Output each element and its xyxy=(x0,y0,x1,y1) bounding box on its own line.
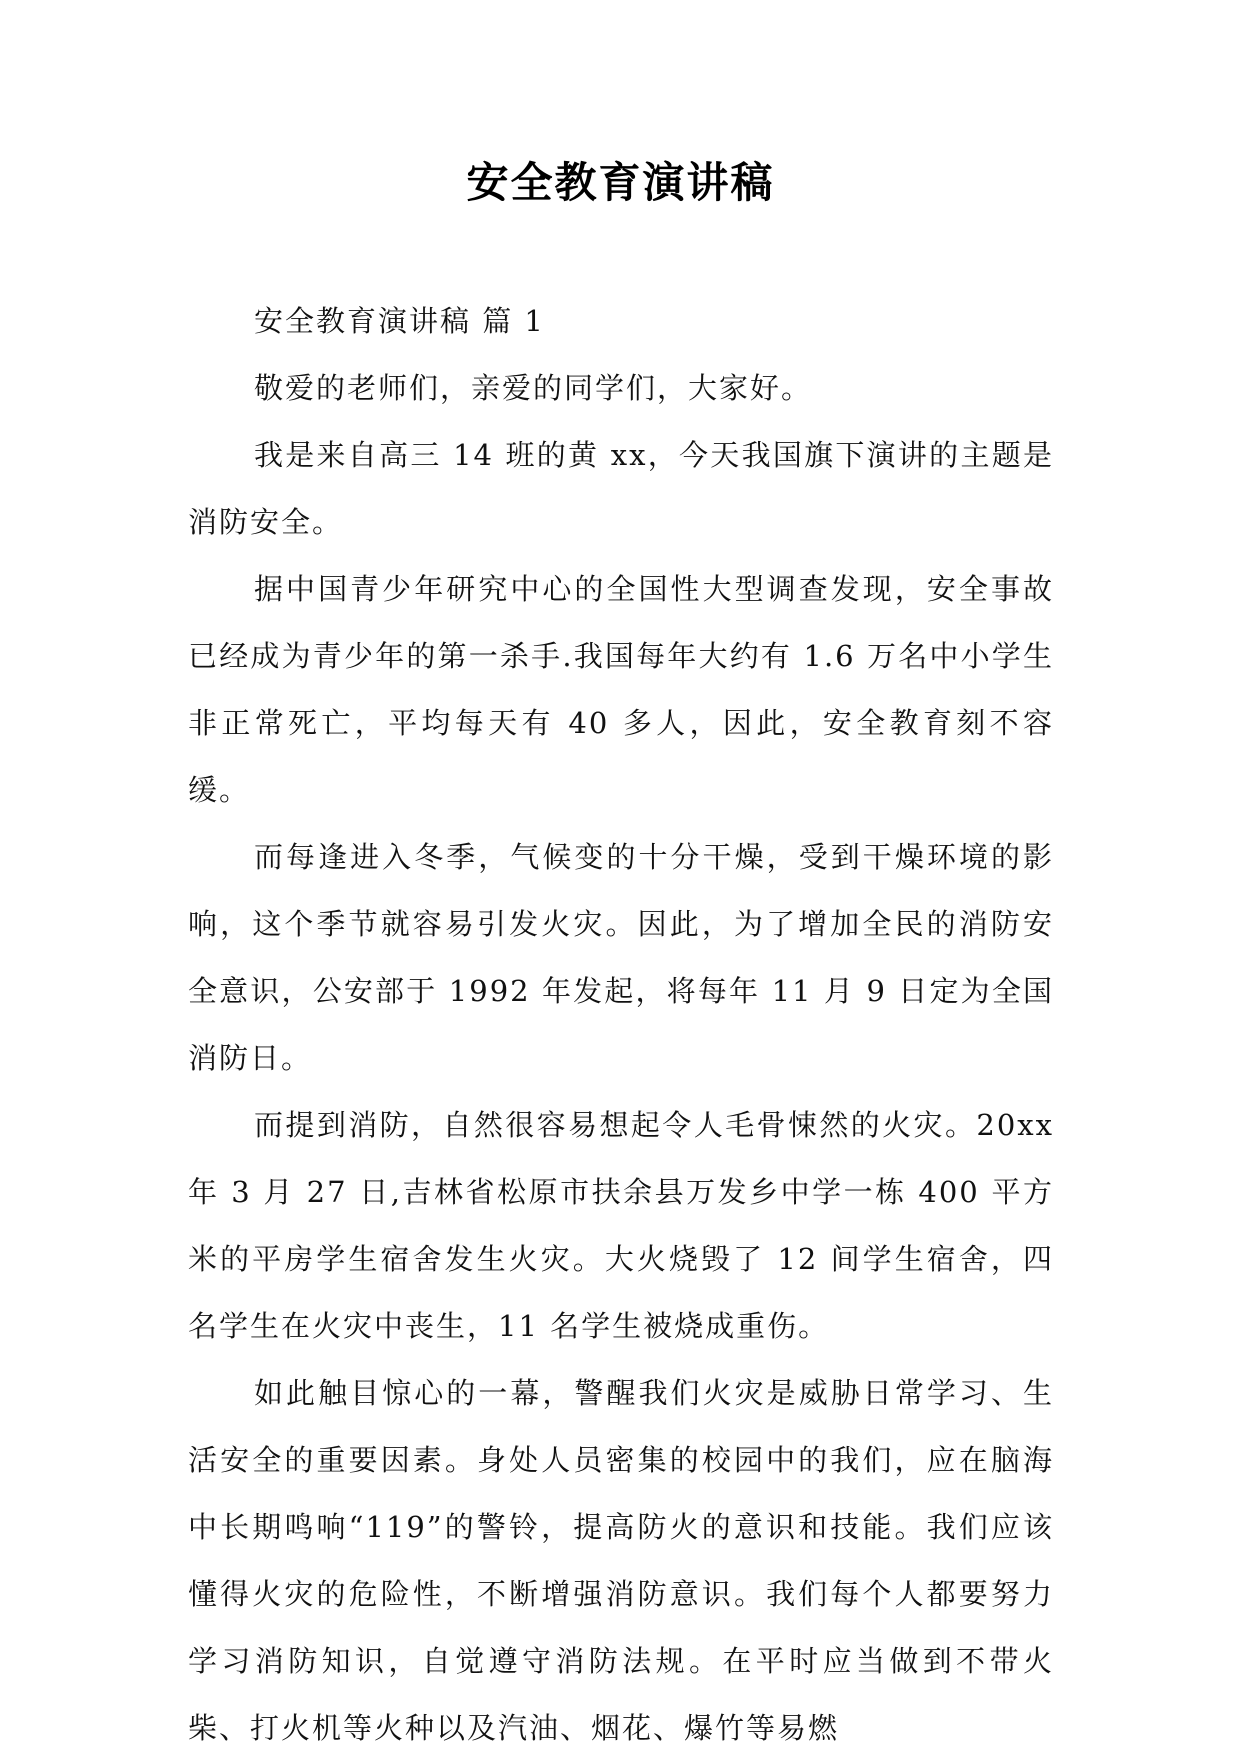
paragraph-intro: 我是来自高三 14 班的黄 xx，今天我国旗下演讲的主题是消防安全。 xyxy=(188,438,1054,539)
document-title: 安全教育演讲稿 xyxy=(466,158,775,207)
paragraph-fire-case: 而提到消防，自然很容易想起令人毛骨悚然的火灾。20xx 年 3 月 27 日,吉林省松原市扶余县万发乡中学一栋 400 平方米的平房学生宿舍发生火灾。大火烧毁了 12 间学生宿舍，四名学生在火灾中丧生，11 名学生被烧成重伤。 xyxy=(188,1108,1054,1343)
paragraph-winter: 而每逢进入冬季，气候变的十分干燥，受到干燥环境的影响，这个季节就容易引发火灾。因此，为了增加全民的消防安全意识，公安部于 1992 年发起，将每年 11 月 9 日定为全国消防日。 xyxy=(188,840,1054,1075)
section-heading: 安全教育演讲稿 篇 1 xyxy=(254,304,545,338)
document-body xyxy=(188,288,1054,1762)
paragraph-warning: 如此触目惊心的一幕，警醒我们火灾是威胁日常学习、生活安全的重要因素。身处人员密集的校园中的我们，应在脑海中长期鸣响“119”的警铃，提高防火的意识和技能。我们应该懂得火灾的危险性，不断增强消防意识。我们每个人都要努力学习消防知识，自觉遵守消防法规。在平时应当做到不带火柴、打火机等火种以及汽油、烟花、爆竹等易燃 xyxy=(188,1376,1054,1745)
paragraph-greeting: 敬爱的老师们，亲爱的同学们，大家好。 xyxy=(254,371,813,405)
paragraph-survey: 据中国青少年研究中心的全国性大型调查发现，安全事故已经成为青少年的第一杀手.我国每年大约有 1.6 万名中小学生非正常死亡，平均每天有 40 多人，因此，安全教育刻不容缓。 xyxy=(188,572,1054,807)
